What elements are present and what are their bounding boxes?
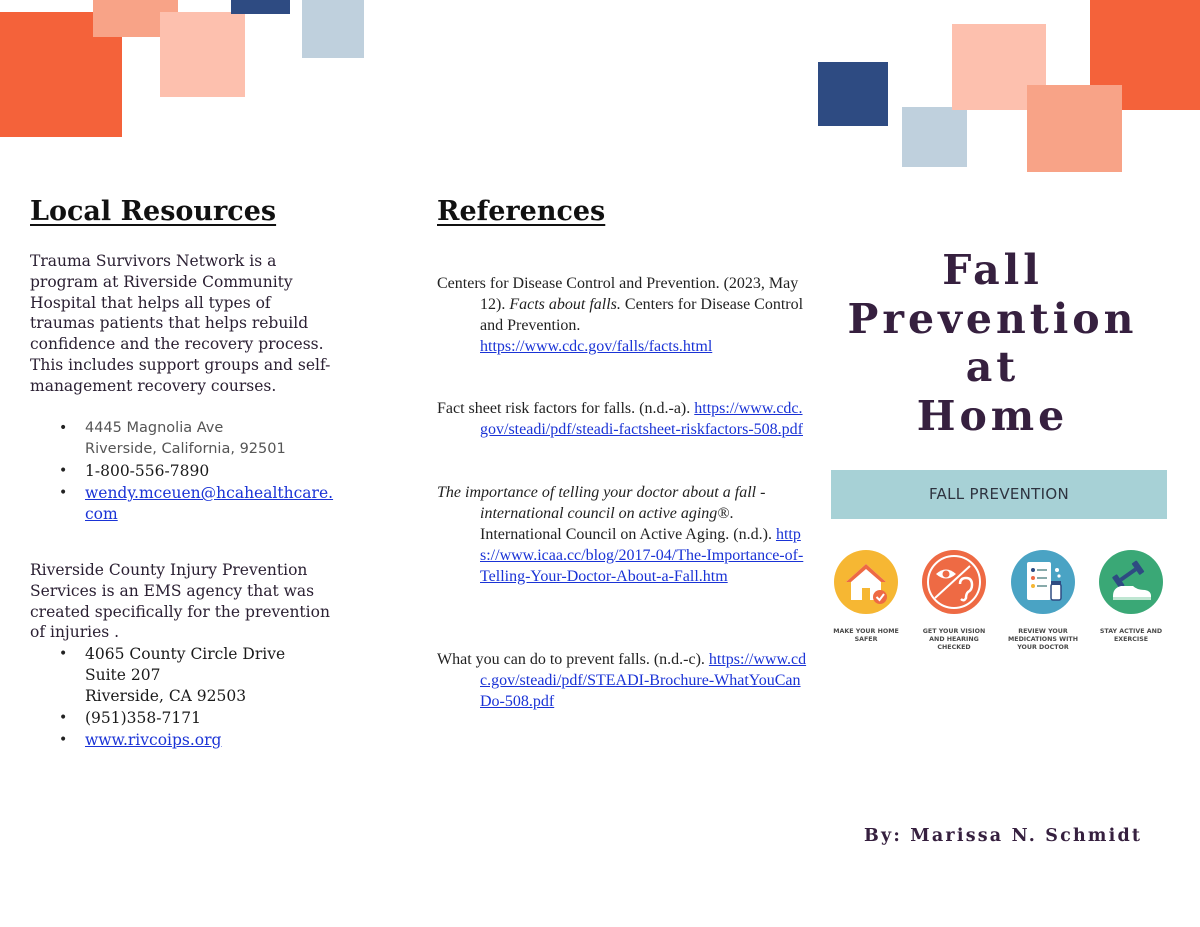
decor-square-navy-top	[231, 0, 290, 14]
tsn-email	[85, 483, 335, 525]
ripps-website-link[interactable]: www.rivcoips.org	[85, 731, 222, 749]
ripps-phone	[85, 708, 395, 729]
dumbbell-shoe-icon	[1099, 550, 1163, 614]
title-line2: Prevention at	[847, 294, 1138, 391]
eye-ear-icon	[922, 550, 986, 614]
ripps-website	[85, 730, 395, 751]
reference-text: Fact sheet risk factors for falls. (n.d.-a).	[437, 400, 695, 417]
reference-link[interactable]: https://www.cdc.gov/falls/facts.html	[480, 337, 713, 355]
tsn-phone	[85, 461, 395, 482]
brochure-title	[815, 246, 1170, 440]
infographic-caption: STAY ACTIVE AND EXERCISE	[1099, 628, 1163, 643]
infographic-caption: MAKE YOUR HOME SAFER	[833, 628, 899, 643]
local-resources-heading: Local Resources	[30, 196, 277, 227]
ripps-address	[85, 644, 395, 707]
title-line1: Fall	[942, 246, 1043, 294]
infographic-caption: GET YOUR VISION AND HEARING CHECKED	[922, 628, 986, 651]
reference-title: Facts about falls.	[509, 295, 621, 313]
tsn-phone-text: 1-800-556-7890	[85, 462, 210, 480]
fall-prevention-infographic	[831, 470, 1167, 660]
tsn-address-line1: 4445 Magnolia Ave	[85, 420, 224, 436]
reference-link[interactable]: https://www.cdc.gov/steadi/pdf/STEADI-Brochure-WhatYouCanDo-508.pdf	[480, 651, 807, 710]
decor-square-salmon-right	[1027, 85, 1122, 172]
medication-list-icon	[1011, 550, 1075, 614]
reference-item	[437, 274, 810, 358]
infographic-caption: REVIEW YOUR MEDICATIONS WITH YOUR DOCTOR	[1008, 628, 1078, 651]
tsn-address-line2: Riverside, California, 92501	[85, 441, 286, 457]
author-byline: By: Marissa N. Schmidt	[864, 826, 1143, 846]
decor-square-paleblue-right	[902, 107, 967, 167]
ripps-description: Riverside County Injury Prevention Services is an EMS agency that was created specifically for the prevention of injuries .	[30, 561, 330, 642]
title-line3: Home	[916, 391, 1069, 440]
reference-title: The importance of telling your doctor about a fall - international council on active aging®	[437, 484, 766, 522]
reference-item	[437, 650, 810, 713]
reference-publisher: Centers for Disease Control and Prevention.	[480, 295, 804, 334]
infographic-banner-text: FALL PREVENTION	[928, 485, 1069, 503]
reference-item	[437, 483, 810, 588]
reference-link[interactable]: https://www.cdc.gov/steadi/pdf/steadi-factsheet-riskfactors-508.pdf	[480, 400, 803, 438]
reference-publisher: . International Council on Active Aging. (n.d.).	[480, 504, 776, 543]
ripps-address-line2: Suite 207	[85, 666, 161, 684]
infographic-banner	[831, 470, 1167, 519]
decor-square-navy-right	[818, 62, 888, 126]
reference-item	[437, 399, 810, 441]
tsn-contact-list	[30, 418, 395, 525]
tsn-description: Trauma Survivors Network is a program at Riverside Community Hospital that helps all types of traumas patients that helps rebuild confidence and the recovery process. This includes support groups and self-management recovery courses.	[30, 252, 331, 395]
reference-text: Centers for Disease Control and Prevention. (2023, May 12).	[437, 275, 799, 313]
decor-square-peach-left	[160, 12, 245, 97]
tsn-email-link[interactable]: wendy.mceuen@hcahealthcare.com	[85, 484, 334, 523]
ripps-phone-text: (951)358-7171	[85, 709, 201, 727]
house-icon	[834, 550, 898, 614]
decor-square-paleblue-top	[302, 0, 364, 58]
tsn-address	[85, 418, 395, 460]
reference-link[interactable]: https://www.icaa.cc/blog/2017-04/The-Importance-of-Telling-Your-Doctor-About-a-Fall.htm	[480, 525, 804, 585]
ripps-contact-list	[30, 644, 395, 751]
ripps-address-line1: 4065 County Circle Drive	[85, 645, 286, 663]
reference-text: What you can do to prevent falls. (n.d.-c).	[437, 651, 709, 668]
references-heading: References	[437, 196, 606, 227]
ripps-address-line3: Riverside, CA 92503	[85, 687, 247, 705]
